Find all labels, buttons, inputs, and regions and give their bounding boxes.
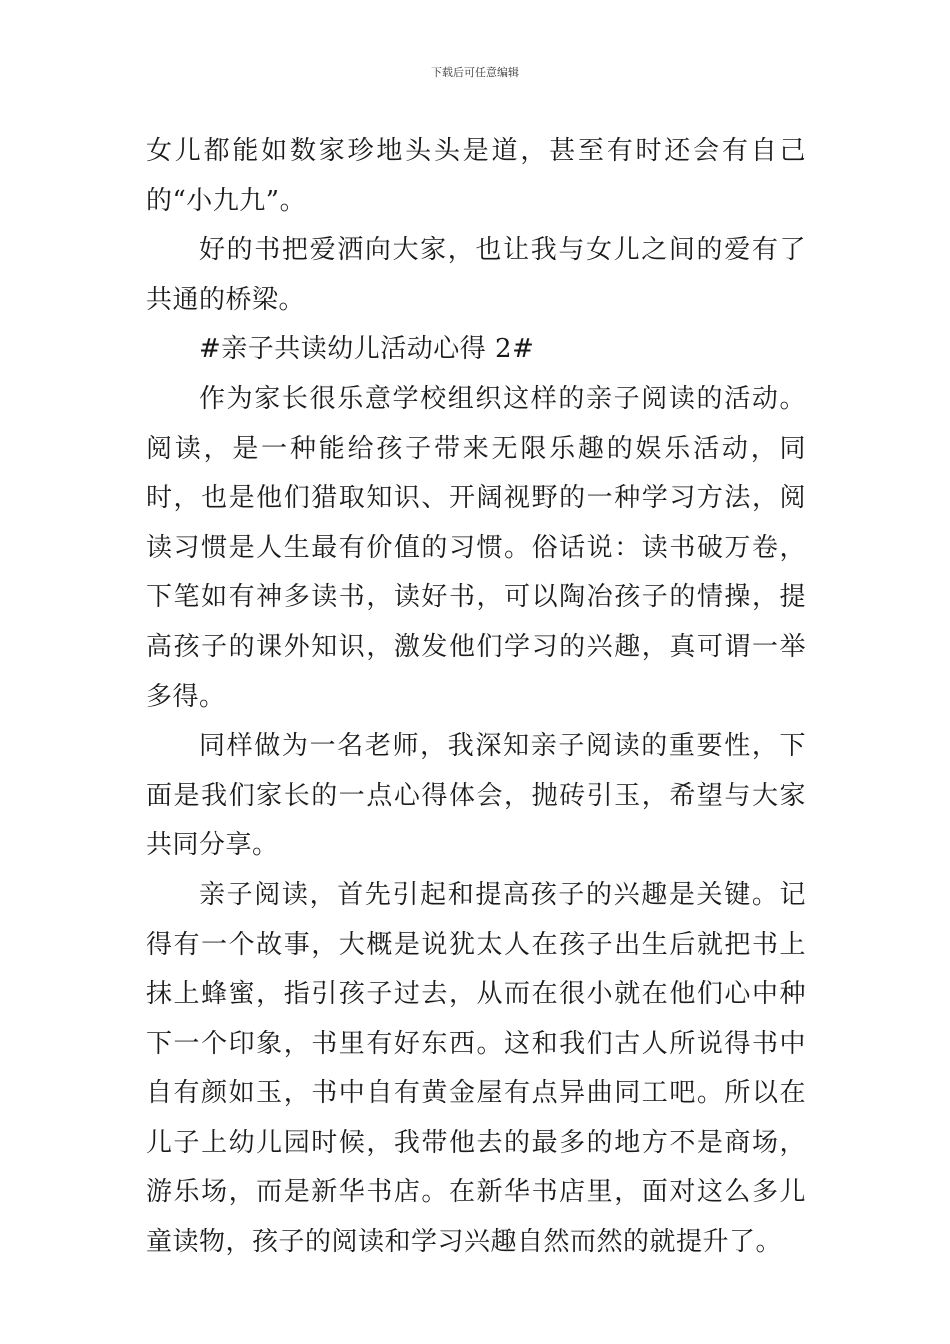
paragraph-love-bridge: 好的书把爱洒向大家，也让我与女儿之间的爱有了共通的桥梁。: [146, 235, 806, 315]
paragraph-continuation: 女儿都能如数家珍地头头是道，甚至有时还会有自己的“小九九”。: [146, 136, 806, 216]
paragraph-interest-key: 亲子阅读，首先引起和提高孩子的兴趣是关键。记得有一个故事，大概是说犹太人在孩子出生后就把书上抹上蜂蜜，指引孩子过去，从而在很小就在他们心中种下一个印象，书里有好东西。这和我们古人所说得书中自有颜如玉，书中自有黄金屋有点异曲同工吧。所以在儿子上幼儿园时候，我带他去的最多的地方不是商场，游乐场，而是新华书店。在新华书店里，面对这么多儿童读物，孩子的阅读和学习兴趣自然而然的就提升了。: [146, 879, 806, 1258]
paragraph-reading-activity: 作为家长很乐意学校组织这样的亲子阅读的活动。阅读，是一种能给孩子带来无限乐趣的娱乐活动，同时，也是他们猎取知识、开阔视野的一种学习方法，阅读习惯是人生最有价值的习惯。俗话说：读书破万卷，下笔如有神多读书，读好书，可以陶冶孩子的情操，提高孩子的课外知识，激发他们学习的兴趣，真可谓一举多得。: [146, 383, 806, 712]
document-body: [146, 127, 806, 1268]
section-heading: #亲子共读幼儿活动心得 2#: [199, 334, 535, 365]
page-header-note: 下载后可任意编辑: [431, 66, 519, 79]
paragraph-teacher-sharing: 同样做为一名老师，我深知亲子阅读的重要性，下面是我们家长的一点心得体会，抛砖引玉，希望与大家共同分享。: [146, 731, 806, 861]
